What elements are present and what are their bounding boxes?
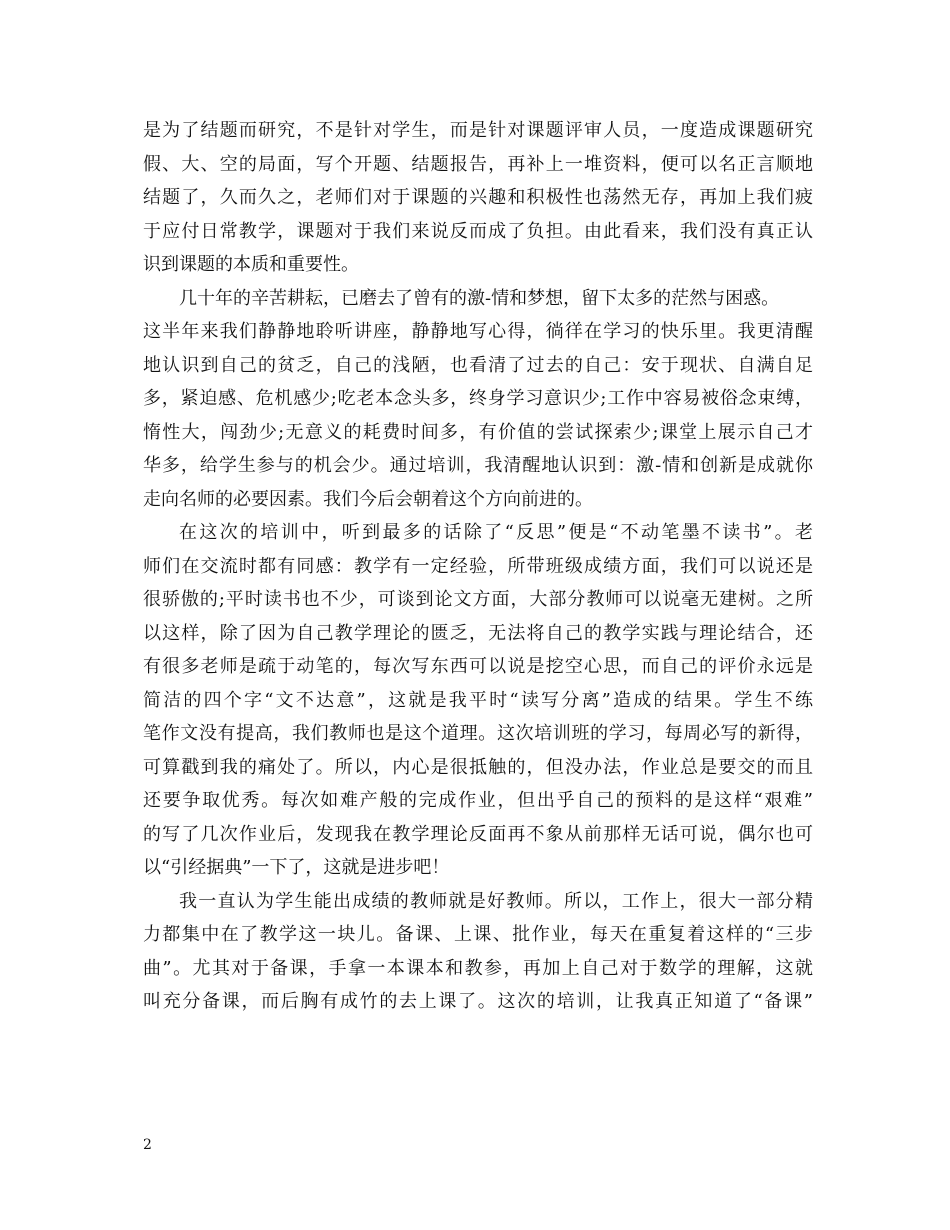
text-line: 在这次的培训中，听到最多的话除了“反思”便是“不动笔墨不读书”。老 [179,522,813,543]
paragraph [143,282,813,517]
text-line: 这半年来我们静静地聆听讲座，静静地写心得，徜徉在学习的快乐里。我更清醒 [143,321,813,342]
text-line: 的写了几次作业后，发现我在教学理论反面再不象从前那样无话可说，偶尔也可 [143,823,813,845]
text-line: 地认识到自己的贫乏，自己的浅陋，也看清了过去的自己：安于现状、自满自足 [143,354,813,376]
text-line: 假、大、空的局面，写个开题、结题报告，再补上一堆资料，便可以名正言顺地 [143,153,813,175]
body-text [143,114,813,1019]
text-line: 识到课题的本质和重要性。 [143,254,359,275]
text-line: 我一直认为学生能出成绩的教师就是好教师。所以，工作上，很大一部分精 [179,890,813,912]
page-number: 2 [143,1137,152,1153]
text-line: 叫充分备课，而后胸有成竹的去上课了。这次的培训，让我真正知道了“备课” [143,991,813,1012]
text-line: 师们在交流时都有同感：教学有一定经验，所带班级成绩方面，我们可以说还是 [143,555,813,577]
paragraph [143,885,813,1019]
text-line: 简洁的四个字“文不达意”，这就是我平时“读写分离”造成的结果。学生不练 [143,689,813,711]
text-line: 华多，给学生参与的机会少。通过培训，我清醒地认识到：激-情和创新是成就你 [143,455,813,476]
paragraph [143,114,813,282]
text-line: 走向名师的必要因素。我们今后会朝着这个方向前进的。 [143,488,593,510]
text-line: 于应付日常教学，课题对于我们来说反而成了负担。由此看来，我们没有真正认 [143,220,813,242]
text-line: 曲”。尤其对于备课，手拿一本课本和教参，再加上自己对于数学的理解，这就 [143,957,813,979]
text-line: 力都集中在了教学这一块儿。备课、上课、批作业，每天在重复着这样的“三步 [143,924,813,945]
paragraph [143,516,813,885]
text-line: 还要争取优秀。每次如难产般的完成作业，但出乎自己的预料的是这样“艰难” [143,790,813,811]
text-line: 结题了，久而久之，老师们对于课题的兴趣和积极性也荡然无存，再加上我们疲 [143,187,813,208]
text-line: 几十年的辛苦耕耘，已磨去了曾有的激-情和梦想，留下太多的茫然与困惑。 [179,287,780,309]
text-line: 以“引经据典”一下了，这就是进步吧！ [143,857,450,878]
text-line: 是为了结题而研究，不是针对学生，而是针对课题评审人员，一度造成课题研究 [143,120,813,141]
text-line: 笔作文没有提高，我们教师也是这个道理。这次培训班的学习，每周必写的新得， [143,723,813,744]
text-line: 可算戳到我的痛处了。所以，内心是很抵触的，但没办法，作业总是要交的而且 [143,756,813,778]
text-line: 以这样，除了因为自己教学理论的匮乏，无法将自己的教学实践与理论结合，还 [143,622,813,644]
text-line: 多，紧迫感、危机感少;吃老本念头多，终身学习意识少;工作中容易被俗念束缚， [143,388,813,409]
text-line: 很骄傲的;平时读书也不少，可谈到论文方面，大部分教师可以说毫无建树。之所 [143,589,813,610]
text-line: 惰性大，闯劲少;无意义的耗费时间多，有价值的尝试探索少;课堂上展示自己才 [143,421,813,443]
text-line: 有很多老师是疏于动笔的，每次写东西可以说是挖空心思，而自己的评价永远是 [143,656,813,677]
